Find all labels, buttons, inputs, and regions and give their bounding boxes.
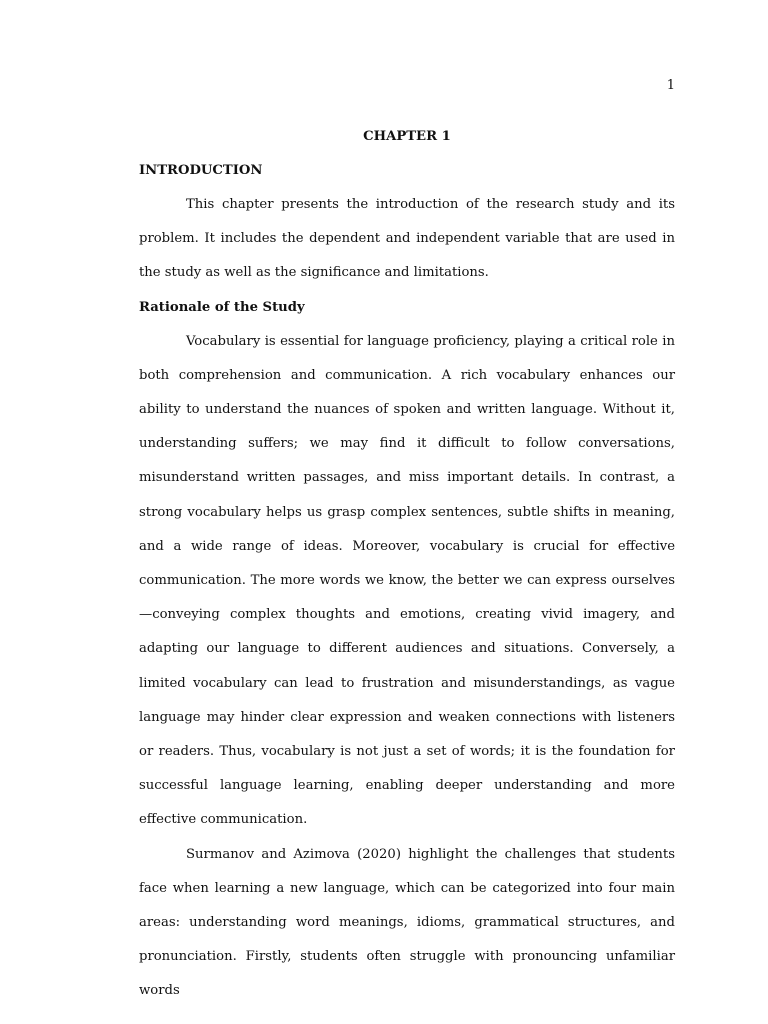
- chapter-title: CHAPTER 1: [363, 129, 451, 144]
- page-content: [139, 127, 675, 1016]
- rationale-paragraph-2: Surmanov and Azimova (2020) highlight the challenges that students face when learning a new language, which can be categorized into four main areas: understanding word meanings, idioms, grammatical structures, and pronunciation. Firstly, students often struggle with pronouncing unfamiliar words: [139, 846, 675, 999]
- rationale-paragraph-1: Vocabulary is essential for language proficiency, playing a critical role in both comprehension and communication. A rich vocabulary enhances our ability to understand the nuances of spoken and written language. Without it, understanding suffers; we may find it difficult to follow conversations, misunderstand written passages, and miss important details. In contrast, a strong vocabulary helps us grasp complex sentences, subtle shifts in meaning, and a wide range of ideas. Moreover, vocabulary is crucial for effective communication. The more words we know, the better we can express ourselves—conveying complex thoughts and emotions, creating vivid imagery, and adapting our language to different audiences and situations. Conversely, a limited vocabulary can lead to frustration and misunderstandings, as vague language may hinder clear expression and weaken connections with listeners or readers. Thus, vocabulary is not just a set of words; it is the foundation for successful language learning, enabling deeper understanding and more effective communication.: [139, 333, 675, 828]
- rationale-heading: Rationale of the Study: [139, 299, 305, 315]
- intro-paragraph: This chapter presents the introduction of the research study and its problem. It includes the dependent and independent variable that are used in the study as well as the significance and limitations.: [139, 197, 675, 281]
- introduction-heading: INTRODUCTION: [139, 163, 263, 178]
- page-number: 1: [666, 78, 675, 93]
